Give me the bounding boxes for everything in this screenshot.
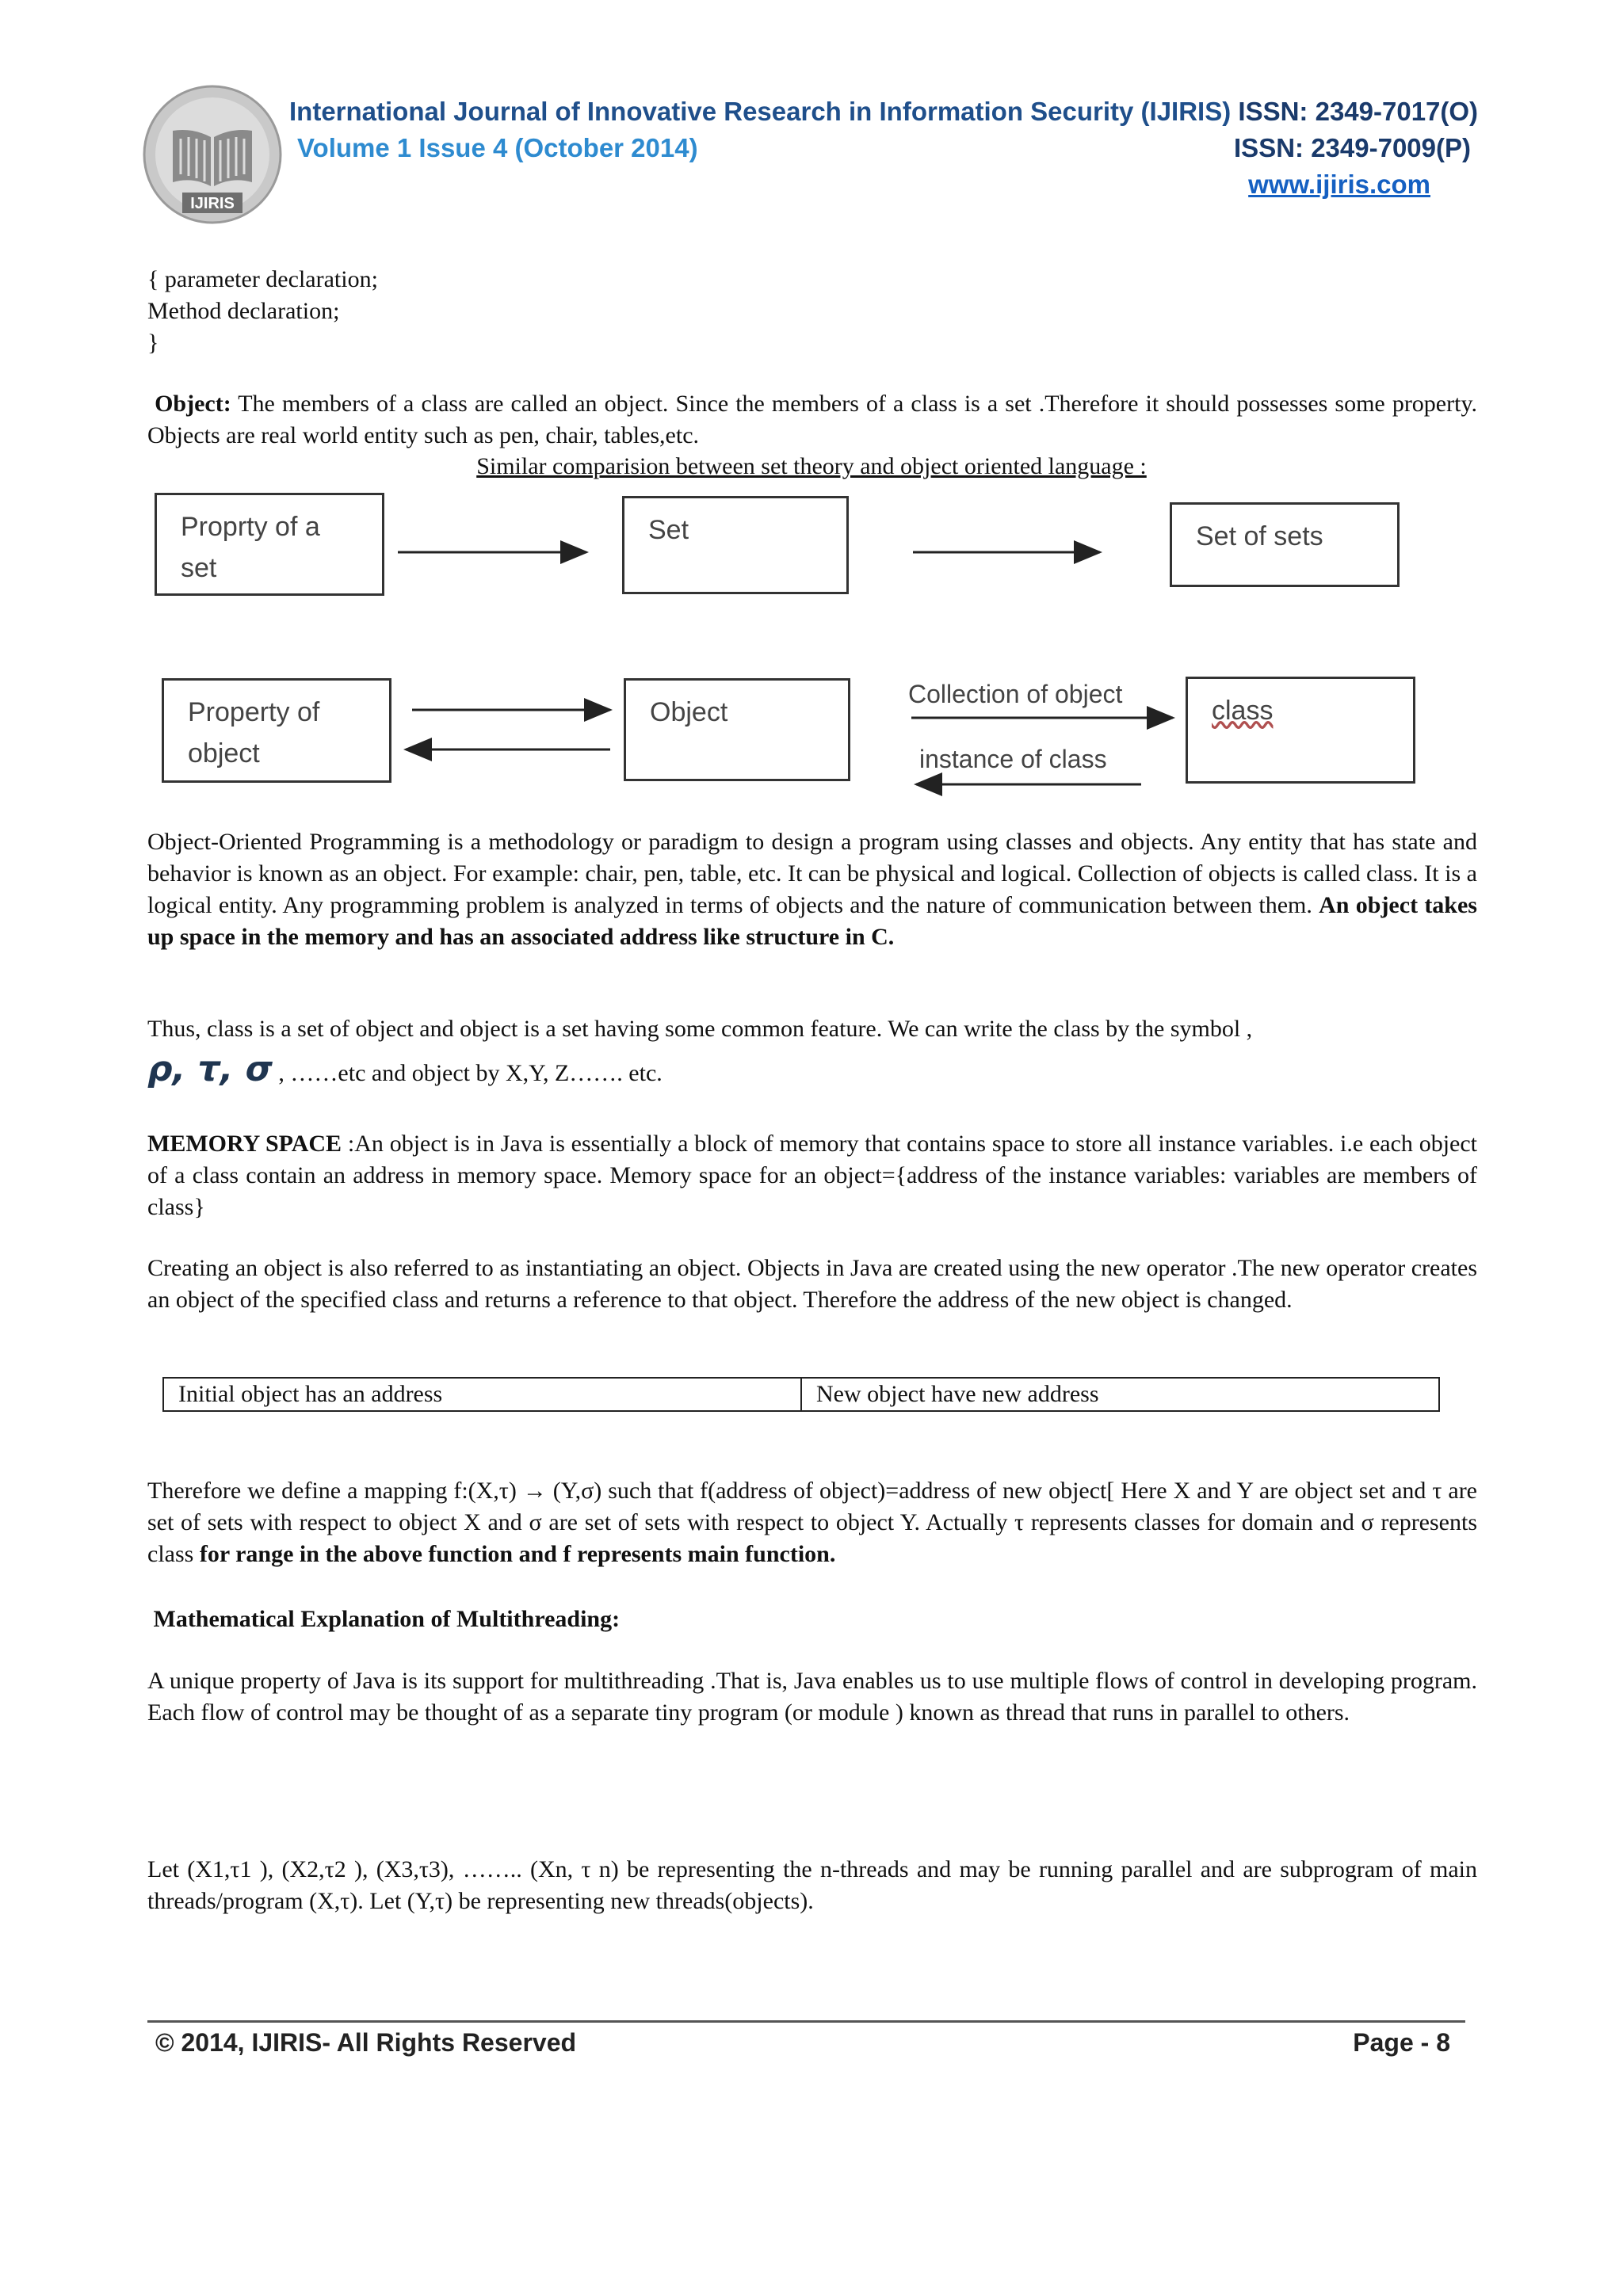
thread-n: (Xn, τ n) [529, 1856, 619, 1882]
diagram-arrows [0, 0, 1623, 871]
thread-2: (X2,τ2 ) [281, 1856, 362, 1882]
box-object: Object [624, 678, 850, 781]
diagram-caption: Similar comparision between set theory and object oriented language : [476, 453, 1147, 479]
object-paragraph: Object: The members of a class are called an object. Since the members of a class is a set .Therefore it should possesses some property. Objects are real world entity such as pen, chair, tables,etc. [147, 391, 1477, 448]
thread-1: (X1,τ1 ) [187, 1856, 268, 1882]
memory-space-paragraph: MEMORY SPACE :An object is in Java is essentially a block of memory that contains space to store all instance variables. i.e each object of a class contain an address in memory space. Memory space for an object={address of the instance variables: variables are members of class} [147, 1131, 1478, 1220]
table-cell-new: New object have new address [801, 1378, 1439, 1411]
label-collection-of-object: Collection of object [908, 680, 1123, 708]
footer-divider [147, 2020, 1465, 2023]
thus-paragraph: Thus, class is a set of object and object is a set having some common feature. We can write the class by the symbol , [147, 1016, 1253, 1042]
journal-title: International Journal of Innovative Research in Information Security (IJIRIS) ISSN: 2349-7017(O) [289, 97, 1479, 126]
journal-website-link[interactable]: www.ijiris.com [1248, 170, 1430, 199]
mapping-paragraph: Therefore we define a mapping f:(X,τ) → (Y,σ) such that f(address of object)=address of new object[ Here X and Y are object set and τ are set of sets with respect to object X and σ are set of sets with respect to object Y. Actually τ represents classes for domain and σ represents class for range in the above function and f represents main function. [147, 1478, 1477, 1567]
issn-print: ISSN: 2349-7009(P) [1234, 133, 1471, 162]
box-set: Set [622, 496, 849, 594]
multithreading-heading: Mathematical Explanation of Multithreading: [153, 1606, 621, 1632]
box-class: class [1186, 677, 1415, 784]
journal-volume: Volume 1 Issue 4 (October 2014) [297, 133, 698, 162]
label-instance-of-class: instance of class [919, 745, 1107, 773]
thread-3: (X3,τ3) [376, 1856, 449, 1882]
svg-text:IJIRIS: IJIRIS [190, 195, 235, 212]
symbols-line: ρ, τ, σ , ……etc and object by X,Y, Z……. etc. [147, 1049, 663, 1089]
code-block: { parameter declaration; Method declaration; } [147, 266, 378, 356]
creating-object-paragraph: Creating an object is also referred to as instantiating an object. Objects in Java are created using the new operator .The new operator creates an object of the specified class and returns a reference to that object. Therefore the address of the new object is changed. [147, 1255, 1477, 1313]
table-row [163, 1378, 1439, 1411]
greek-symbols: ρ, τ, σ [147, 1049, 273, 1089]
threads-paragraph: Let (X1,τ1 ), (X2,τ2 ), (X3,τ3), …….. (Xn, τ n) be representing the n-threads and may be running parallel and are subprogram of main threads/program (X,τ). Let (Y,τ) be representing new threads(objects). [147, 1856, 1478, 1914]
box-set-of-sets: Set of sets [1170, 502, 1400, 587]
oop-paragraph: Object-Oriented Programming is a methodology or paradigm to design a program using classes and objects. Any entity that has state and behavior is known as an object. For example: chair, pen, table, etc. It can be physical and logical. Collection of objects is called class. It is a logical entity. Any programming problem is analyzed in terms of objects and the nature of communication between them. An object takes up space in the memory and has an associated address like structure in C. [147, 829, 1477, 950]
address-comparison-table [162, 1377, 1440, 1412]
page-number: Page - 8 [1353, 2028, 1450, 2057]
box-property-of-object: Property of object [162, 678, 391, 783]
box-property-of-set: Proprty of a set [155, 493, 384, 596]
table-cell-initial: Initial object has an address [163, 1378, 801, 1411]
footer-copyright: © 2014, IJIRIS- All Rights Reserved [155, 2028, 577, 2057]
multithreading-paragraph: A unique property of Java is its support for multithreading .That is, Java enables us to use multiple flows of control in developing program. Each flow of control may be thought of as a separate tiny program (or module ) known as thread that runs in parallel to others. [147, 1668, 1477, 1726]
